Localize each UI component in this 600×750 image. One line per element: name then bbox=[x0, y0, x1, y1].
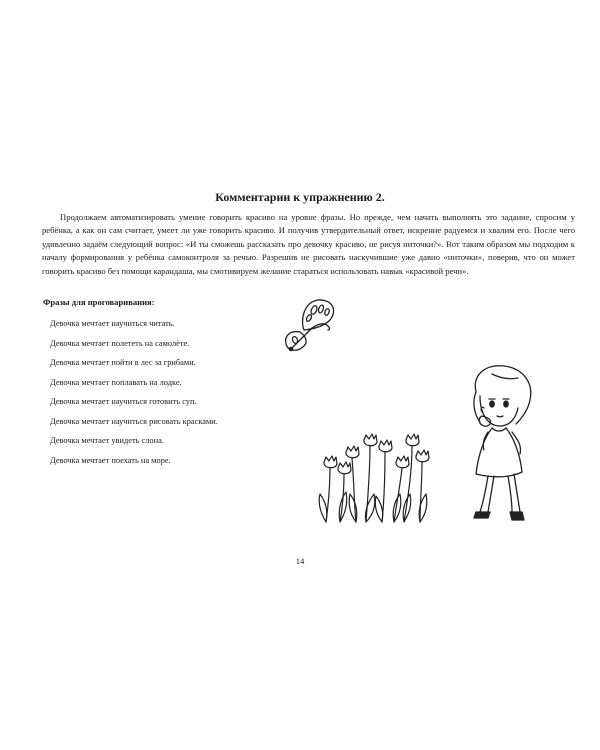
page-number: 14 bbox=[295, 556, 305, 566]
tulips-icon bbox=[316, 432, 440, 526]
phrase-item: Девочка мечтает полететь на самолёте. bbox=[50, 338, 190, 348]
phrase-list bbox=[50, 318, 218, 474]
phrase-item: Девочка мечтает научиться рисовать красками. bbox=[50, 416, 218, 426]
phrase-item: Девочка мечтает увидеть слона. bbox=[50, 436, 164, 445]
phrase-item: Девочка мечтает пойти в лес за грибами. bbox=[50, 358, 196, 367]
butterfly-icon bbox=[282, 296, 344, 356]
phrase-item: Девочка мечтает научиться готовить суп. bbox=[50, 397, 197, 406]
page-title: Комментарии к упражнению 2. bbox=[215, 190, 385, 204]
phrases-heading: Фразы для проговаривания: bbox=[43, 297, 155, 307]
phrase-item: Девочка мечтает научиться читать. bbox=[50, 319, 175, 328]
phrase-item: Девочка мечтает поплавать на лодке. bbox=[50, 377, 182, 387]
girl-icon bbox=[462, 362, 544, 524]
tulips-illustration bbox=[316, 432, 440, 526]
butterfly-illustration bbox=[282, 296, 344, 356]
phrase-item: Девочка мечтает поехать на море. bbox=[50, 455, 171, 465]
girl-illustration bbox=[462, 362, 544, 524]
intro-paragraph: Продолжаем автоматизировать умение говорить красиво на уровне фразы. Но прежде, чем начать выполнять это задание, спросим у ребёнка, а как он сам считает, умеет ли уже говорить красиво. И получив утвердительный ответ, искренне радуемся и хвалим его. После чего удивленно задаём следующий вопрос: «И ты сможешь рассказать про девочку красиво, не рисуя ниточки?». Вот таким образом мы подходим к началу формирования у ребёнка самоконтроля за речью. Разрешив не рисовать наскучившие уже давно «ниточки», поверив, что он может говорить красиво без помощи карандаша, мы смотивируем желание стараться использовать навык «красивой речи». bbox=[42, 212, 575, 276]
